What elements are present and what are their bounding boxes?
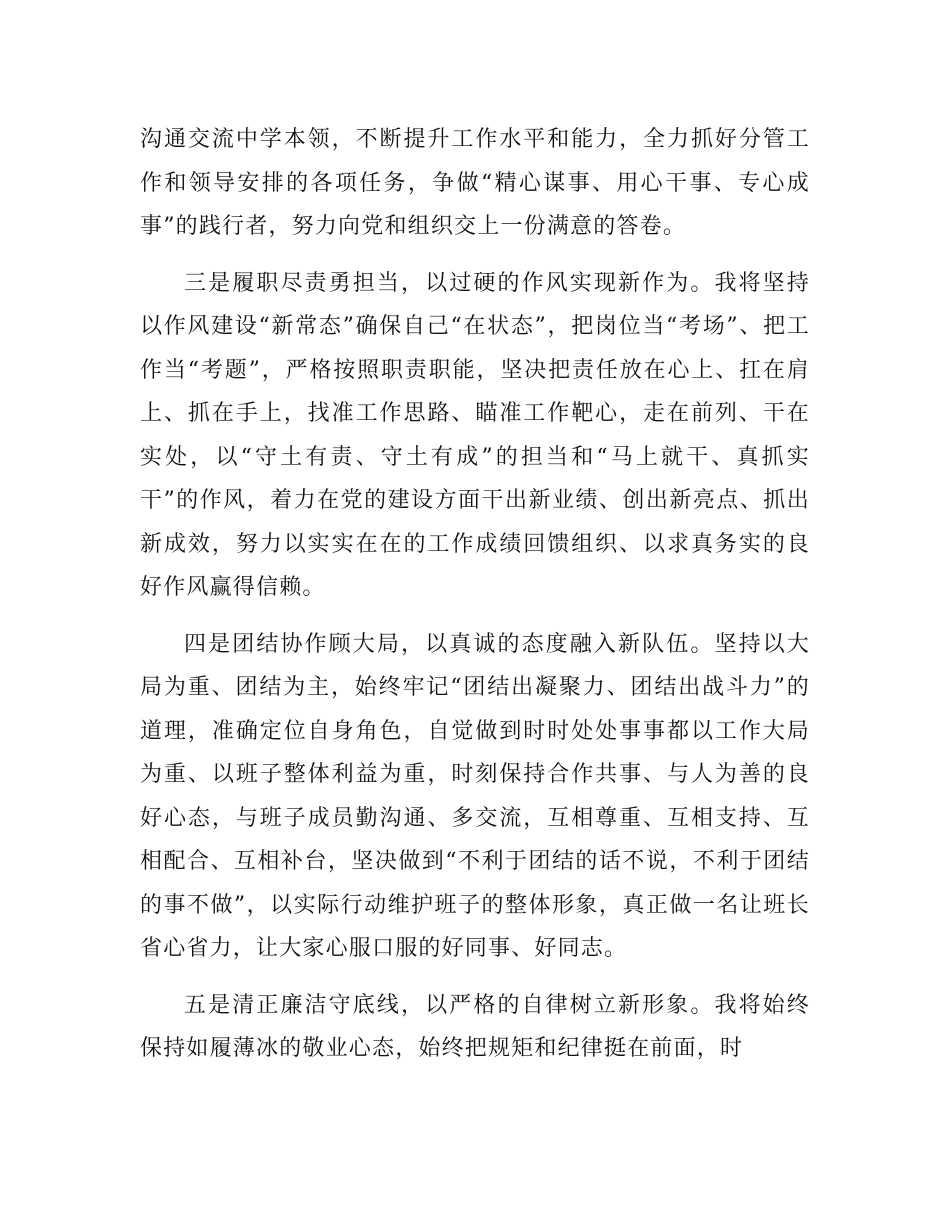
paragraph-point-four: 四是团结协作顾大局，以真诚的态度融入新队伍。坚持以大局为重、团结为主，始终牢记“团结出凝聚力、团结出战斗力”的道理，准确定位自身角色，自觉做到时时处处事事都以工作大局为重、以班子整体利益为重，时刻保持合作共事、与人为善的良好心态，与班子成员勤沟通、多交流，互相尊重、互相支持、互相配合、互相补台，坚决做到“不利于团结的话不说，不利于团结的事不做”，以实际行动维护班子的整体形象，真正做一名让班长省心省力，让大家心服口服的好同事、好同志。: [140, 631, 810, 961]
paragraph-point-three: 三是履职尽责勇担当，以过硬的作风实现新作为。我将坚持以作风建设“新常态”确保自己“在状态”，把岗位当“考场”、把工作当“考题”，严格按照职责职能，坚决把责任放在心上、扛在肩上、抓在手上，找准工作思路、瞄准工作靶心，走在前列、干在实处，以“守土有责、守土有成”的担当和“马上就干、真抓实干”的作风，着力在党的建设方面干出新业绩、创出新亮点、抓出新成效，努力以实实在在的工作成绩回馈组织、以求真务实的良好作风赢得信赖。: [140, 270, 810, 600]
paragraph-continuation: 沟通交流中学本领，不断提升工作水平和能力，全力抓好分管工作和领导安排的各项任务，争做“精心谋事、用心干事、专心成事”的践行者，努力向党和组织交上一份满意的答卷。: [140, 127, 810, 239]
paragraph-point-five: 五是清正廉洁守底线，以严格的自律树立新形象。我将始终保持如履薄冰的敬业心态，始终把规矩和纪律挺在前面，时: [140, 992, 810, 1061]
document-body: [140, 118, 810, 1084]
